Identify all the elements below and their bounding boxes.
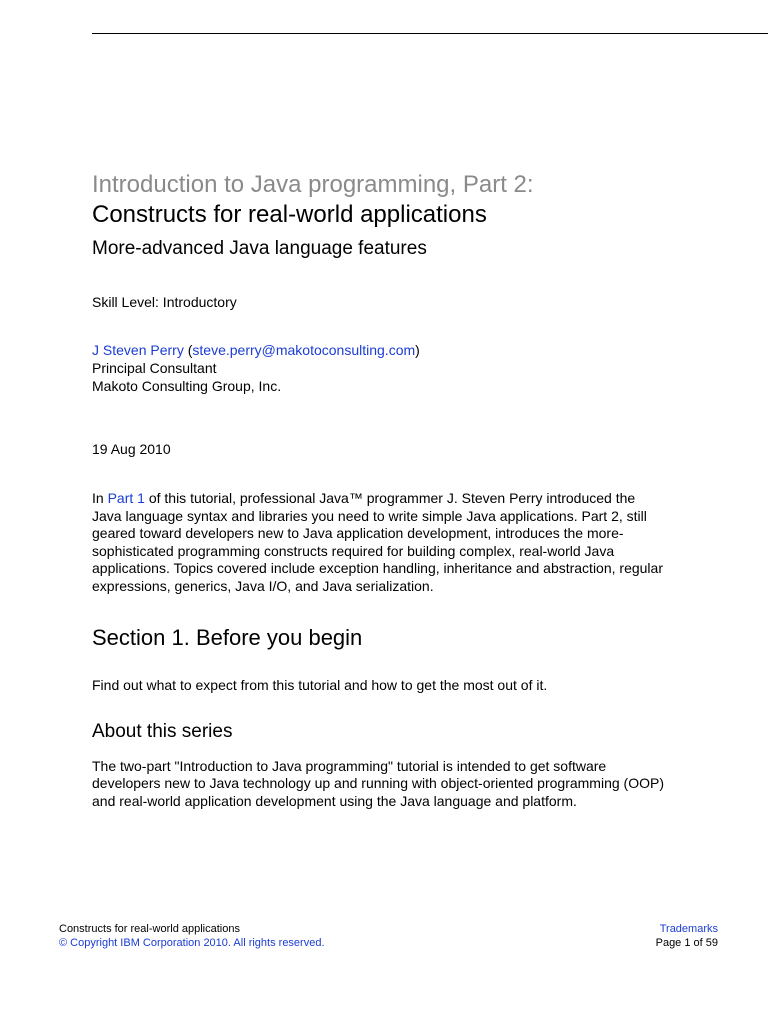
footer-right [656,922,718,950]
author-close-paren: ) [415,342,420,358]
section-intro: Find out what to expect from this tutorial and how to get the most out of it. [92,676,548,693]
subtitle: More-advanced Java language features [92,238,427,259]
footer-doc-title: Constructs for real-world applications [59,923,240,935]
author-email-link[interactable]: steve.perry@makotoconsulting.com [192,342,416,358]
subsection-heading: About this series [92,720,233,742]
abstract [92,490,667,596]
section-heading: Section 1. Before you begin [92,624,363,650]
title-series: Introduction to Java programming, Part 2: [92,171,534,198]
page-number: Page 1 of 59 [655,937,718,949]
author-block [92,341,672,395]
abstract-text: of this tutorial, professional Java™ programmer J. Steven Perry introduced the Java language syntax and libraries you need to write simple Java applications. Part 2, still geared toward developers new to Java application development, introduces the more-sophisticated programming constructs required for building complex, real-world Java applications. Topics covered include exception handling, inheritance and abstraction, regular expressions, generics, Java I/O, and Java serialization. [92,490,663,594]
title-main: Constructs for real-world applications [92,201,487,228]
author-line [92,341,672,359]
abstract-prefix: In [92,490,108,506]
publication-date: 19 Aug 2010 [92,441,171,457]
author-open-paren: ( [183,342,193,358]
trademarks-link[interactable]: Trademarks [659,923,718,935]
skill-level: Skill Level: Introductory [92,294,237,310]
author-role: Principal Consultant [92,360,217,376]
author-company: Makoto Consulting Group, Inc. [92,378,282,394]
author-name-link[interactable]: J Steven Perry [92,342,184,358]
header-rule [92,33,768,34]
subsection-text: The two-part "Introduction to Java programming" tutorial is intended to get software developers new to Java technology up and running with object-oriented programming (OOP) and real-world application development using the Java language and platform. [92,757,664,809]
document-body [92,170,672,810]
copyright-link[interactable]: © Copyright IBM Corporation 2010. All rights reserved. [59,937,325,949]
footer-left [59,922,325,950]
part1-link[interactable]: Part 1 [107,490,145,506]
